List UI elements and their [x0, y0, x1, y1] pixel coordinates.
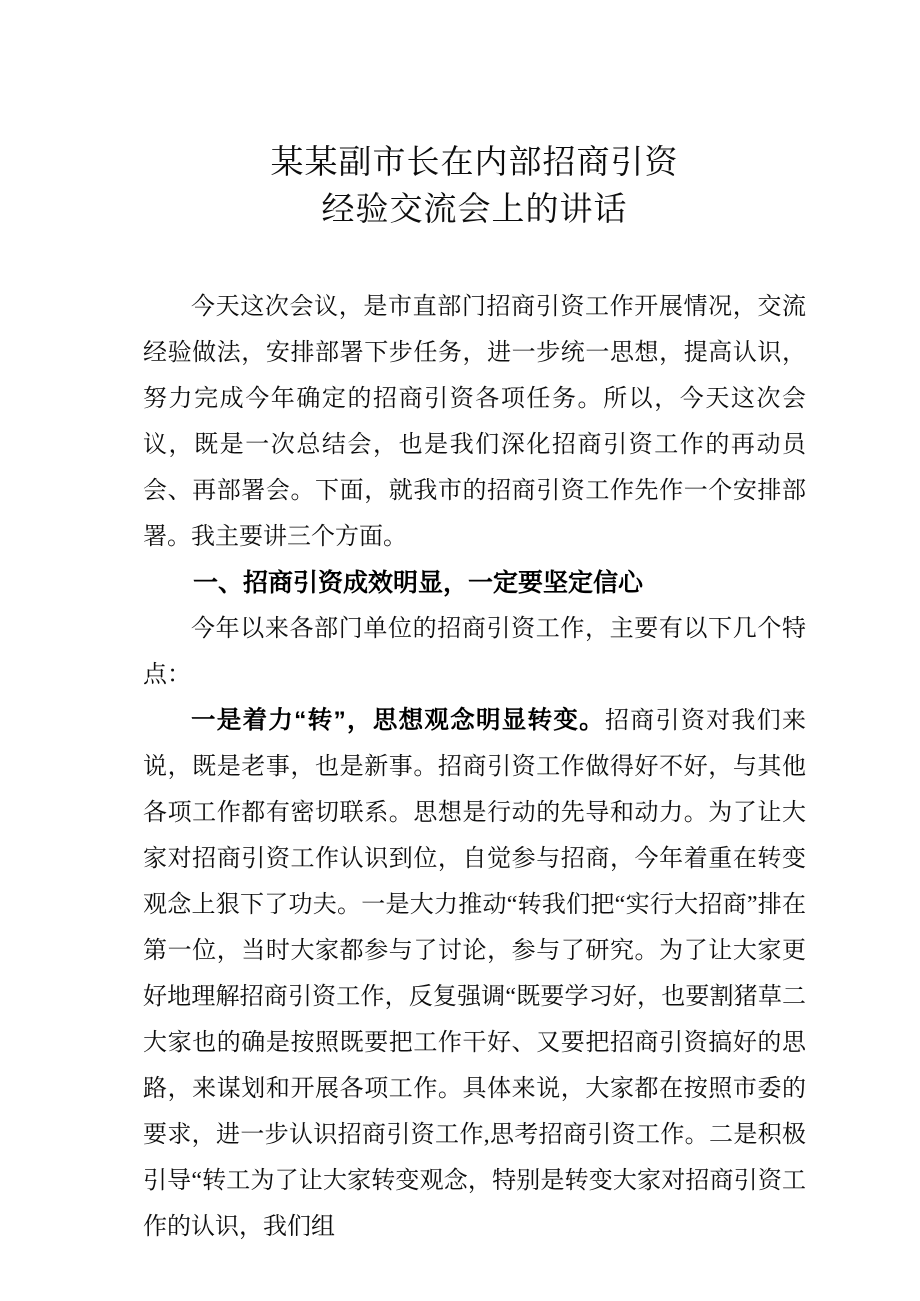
title-line-2: 经验交流会上的讲话 [321, 192, 628, 228]
section-1-heading: 一、招商引资成效明显，一定要坚定信心 [193, 569, 644, 597]
feature-1-lead: 一是着力“转”，思想观念明显转变。 [191, 707, 605, 734]
feature-1-text: 招商引资对我们来说，既是老事，也是新事。招商引资工作做得好不好，与其他各项工作都有密切联系。思想是行动的先导和动力。为了让大家对招商引资工作认识到位，自觉参与招商，今年着重在转变观念上狠下了功夫。一是大力推动“转我们把“实行大招商”排在第一位，当时大家都参与了讨论，参与了研究。为了让大家更好地理解招商引资工作，反复强调“既要学习好，也要割猪草二大家也的确是按照既要把工作干好、又要把招商引资搞好的思路，来谋划和开展各项工作。具体来说，大家都在按照市委的要求，进一步认识招商引资工作,思考招商引资工作。二是积极引导“转工为了让大家转变观念，特别是转变大家对招商引资工作的认识，我们组 [143, 708, 807, 1240]
features-intro-paragraph: 今年以来各部门单位的招商引资工作，主要有以下几个特点： [143, 616, 806, 688]
feature-1-paragraph [143, 698, 806, 1250]
document-title [143, 140, 806, 234]
title-line-1: 某某副市长在内部招商引资 [270, 145, 679, 181]
opening-paragraph: 今天这次会议，是市直部门招商引资工作开展情况，交流经验做法，安排部署下步任务，进一步统一思想，提高认识，努力完成今年确定的招商引资各项任务。所以，今天这次会议，既是一次总结会，也是我们深化招商引资工作的再动员会、再部署会。下面，就我市的招商引资工作先作一个安排部署。我主要讲三个方面。 [143, 294, 806, 550]
